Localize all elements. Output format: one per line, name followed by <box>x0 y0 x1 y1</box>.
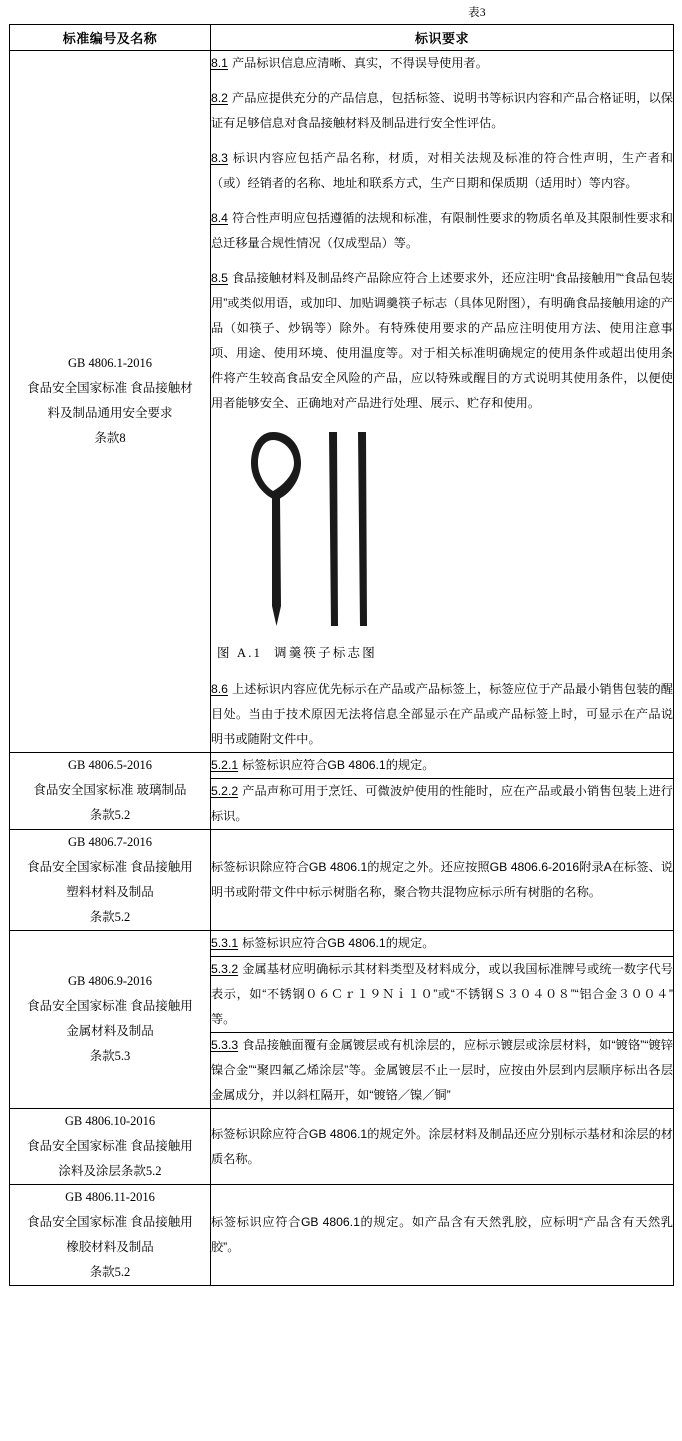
standard-name-line: 涂料及涂层条款5.2 <box>58 1164 162 1179</box>
column-header-standard: 标准编号及名称 <box>10 25 211 51</box>
standard-code: GB 4806.5-2016 <box>67 758 153 773</box>
figure-title: 调羹筷子标志图 <box>274 646 377 661</box>
sub-requirement-row <box>211 956 673 1032</box>
standard-name-line: 食品安全国家标准 食品接触用 <box>27 859 193 874</box>
table-row <box>10 1185 674 1286</box>
standard-cell <box>10 51 211 753</box>
clause-number: 5.2.2 <box>211 783 239 798</box>
standard-name-line: 食品安全国家标准 玻璃制品 <box>33 783 187 798</box>
requirement-cell <box>211 1185 674 1286</box>
clause-text: 标签标识除应符合GB 4806.1的规定外。涂层材料及制品还应分别标示基材和涂层的材质名称。 <box>211 1126 673 1166</box>
table-caption: 表3 <box>468 7 486 19</box>
requirement-paragraph <box>211 779 673 829</box>
requirement-cell <box>211 51 674 753</box>
sub-requirement-row <box>211 931 673 957</box>
standard-clause: 条款8 <box>94 431 126 446</box>
standard-clause: 条款5.3 <box>89 1049 131 1064</box>
requirement-paragraph <box>211 206 673 256</box>
clause-text: 标签标识应符合GB 4806.1的规定。如产品含有天然乳胶，应标明“产品含有天然乳胶”。 <box>211 1215 673 1255</box>
requirement-cell <box>211 829 674 930</box>
requirement-paragraph <box>211 1210 673 1260</box>
standard-cell <box>10 752 211 829</box>
figure-label: 图 A.1 <box>217 646 263 661</box>
standard-name-line: 食品安全国家标准 食品接触用 <box>27 1139 193 1154</box>
clause-text: 食品接触面覆有金属镀层或有机涂层的，应标示镀层或涂层材料，如“镀铬”“镀锌镍合金”“聚四氟乙烯涂层”等。金属镀层不止一层时，应按由外层到内层顺序标出各层金属成分，并以斜杠隔开，如“镀铬／镍／铜” <box>211 1037 673 1103</box>
standard-code: GB 4806.10-2016 <box>64 1114 156 1129</box>
sub-requirement-grid <box>211 931 673 1108</box>
table-row <box>10 51 674 753</box>
clause-text: 标签标识应符合GB 4806.1的规定。 <box>242 935 435 950</box>
clause-text: 产品声称可用于烹饪、可微波炉使用的性能时，应在产品或最小销售包装上进行标识。 <box>211 783 673 823</box>
standard-clause: 条款5.2 <box>89 909 131 924</box>
requirement-paragraph <box>211 266 673 416</box>
column-header-requirement: 标识要求 <box>211 25 674 51</box>
sub-requirement-row <box>211 753 673 779</box>
requirement-cell <box>211 752 674 829</box>
standard-name-line: 塑料材料及制品 <box>66 884 154 899</box>
standard-code: GB 4806.9-2016 <box>67 974 153 989</box>
standard-code: GB 4806.1-2016 <box>67 356 153 371</box>
requirement-paragraph <box>211 957 673 1032</box>
table-row <box>10 752 674 829</box>
figure-caption <box>217 641 673 667</box>
standard-name-line: 金属材料及制品 <box>66 1024 154 1039</box>
clause-number: 8.4 <box>211 211 228 226</box>
clause-text: 标识内容应包括产品名称，材质，对相关法规及标准的符合性声明，生产者和（或）经销者的名称、地址和联系方式，生产日期和保质期（适用时）等内容。 <box>211 151 673 191</box>
requirement-paragraph <box>211 86 673 136</box>
requirement-paragraph <box>211 51 673 76</box>
clause-number: 8.6 <box>211 681 228 696</box>
requirement-paragraph <box>211 931 673 956</box>
requirement-paragraph <box>211 677 673 752</box>
standard-cell <box>10 1185 211 1286</box>
clause-number: 8.1 <box>211 56 228 70</box>
clause-text: 产品应提供充分的产品信息，包括标签、说明书等标识内容和产品合格证明，以保证有足够信息对食品接触材料及制品进行安全性评估。 <box>211 91 673 131</box>
requirement-paragraph <box>211 146 673 196</box>
sub-requirement-cell <box>211 1032 673 1108</box>
standard-clause: 条款5.2 <box>89 1265 131 1280</box>
sub-requirement-row <box>211 778 673 829</box>
sub-requirement-row <box>211 1032 673 1108</box>
standard-code: GB 4806.7-2016 <box>67 834 153 849</box>
sub-requirement-cell <box>211 931 673 957</box>
clause-number: 5.3.1 <box>211 935 239 950</box>
standard-cell <box>10 1109 211 1185</box>
clause-text: 金属基材应明确标示其材料类型及材料成分，或以我国标准牌号或统一数字代号表示，如“不锈钢０６Ｃｒ１９Ｎｉ１０”或“不锈钢Ｓ３０４０８”“铝合金３００４”等。 <box>211 961 673 1026</box>
standards-labeling-table <box>9 24 674 1286</box>
standard-name-line: 橡胶材料及制品 <box>66 1240 154 1255</box>
standard-cell <box>10 829 211 930</box>
clause-text: 标签标识应符合GB 4806.1的规定。 <box>242 757 435 772</box>
table-row <box>10 1109 674 1185</box>
clause-number: 5.2.1 <box>211 757 239 772</box>
sub-requirement-grid <box>211 753 673 829</box>
standard-name-line: 食品安全国家标准 食品接触用 <box>27 999 193 1014</box>
requirement-cell <box>211 1109 674 1185</box>
clause-text: 上述标识内容应优先标示在产品或产品标签上，标签应位于产品最小销售包装的醒目处。当由于技术原因无法将信息全部显示在产品或产品标签上时，可显示在产品说明书或随附文件中。 <box>211 681 673 746</box>
clause-text: 食品接触材料及制品终产品除应符合上述要求外，还应注明“食品接触用”“食品包装用”或类似用语，或加印、加贴调羹筷子标志（具体见附图），有明确食品接触用途的产品（如筷子、炒锅等）除外。有特殊使用要求的产品应注明使用方法、使用注意事项、用途、使用环境、使用温度等。对于相关标准明确规定的使用条件或超出使用条件将产生较高食品安全风险的产品，应以特殊或醒目的方式说明其使用条件，以便使用者能够安全、正确地对产品进行处理、展示、贮存和使用。 <box>211 271 673 411</box>
clause-text: 产品标识信息应清晰、真实，不得误导使用者。 <box>231 56 488 70</box>
table-body <box>10 51 674 1286</box>
standard-name-line: 料及制品通用安全要求 <box>47 406 173 421</box>
requirement-paragraph <box>211 1033 673 1108</box>
table-row <box>10 930 674 1108</box>
standard-code: GB 4806.11-2016 <box>65 1190 155 1205</box>
figure-spoon-chopsticks <box>211 430 673 667</box>
sub-requirement-cell <box>211 778 673 829</box>
standard-name-line: 食品安全国家标准 食品接触用 <box>27 1215 193 1230</box>
requirement-paragraph <box>211 1122 673 1172</box>
spoon-chopsticks-icon <box>245 430 395 635</box>
clause-number: 8.5 <box>211 271 228 286</box>
clause-number: 5.3.3 <box>211 1037 239 1052</box>
requirement-paragraph <box>211 855 673 905</box>
clause-number: 8.3 <box>211 151 228 166</box>
clause-number: 5.3.2 <box>211 961 239 976</box>
sub-requirement-cell <box>211 956 673 1032</box>
standard-cell <box>10 930 211 1108</box>
sub-requirement-cell <box>211 753 673 779</box>
clause-text: 标签标识除应符合GB 4806.1的规定之外。还应按照GB 4806.6-2016附录A在标签、说明书或附带文件中标示树脂名称，聚合物共混物应标示所有树脂的名称。 <box>211 859 673 899</box>
requirement-paragraph <box>211 753 673 778</box>
standard-name-line: 食品安全国家标准 食品接触材 <box>27 381 193 396</box>
table-row <box>10 829 674 930</box>
clause-number: 8.2 <box>211 91 228 106</box>
table-header-row <box>10 25 674 51</box>
clause-text: 符合性声明应包括遵循的法规和标准，有限制性要求的物质名单及其限制性要求和总迁移量合规性情况（仅成型品）等。 <box>211 211 673 251</box>
requirement-cell <box>211 930 674 1108</box>
table-header <box>10 25 674 51</box>
standard-clause: 条款5.2 <box>89 808 131 823</box>
